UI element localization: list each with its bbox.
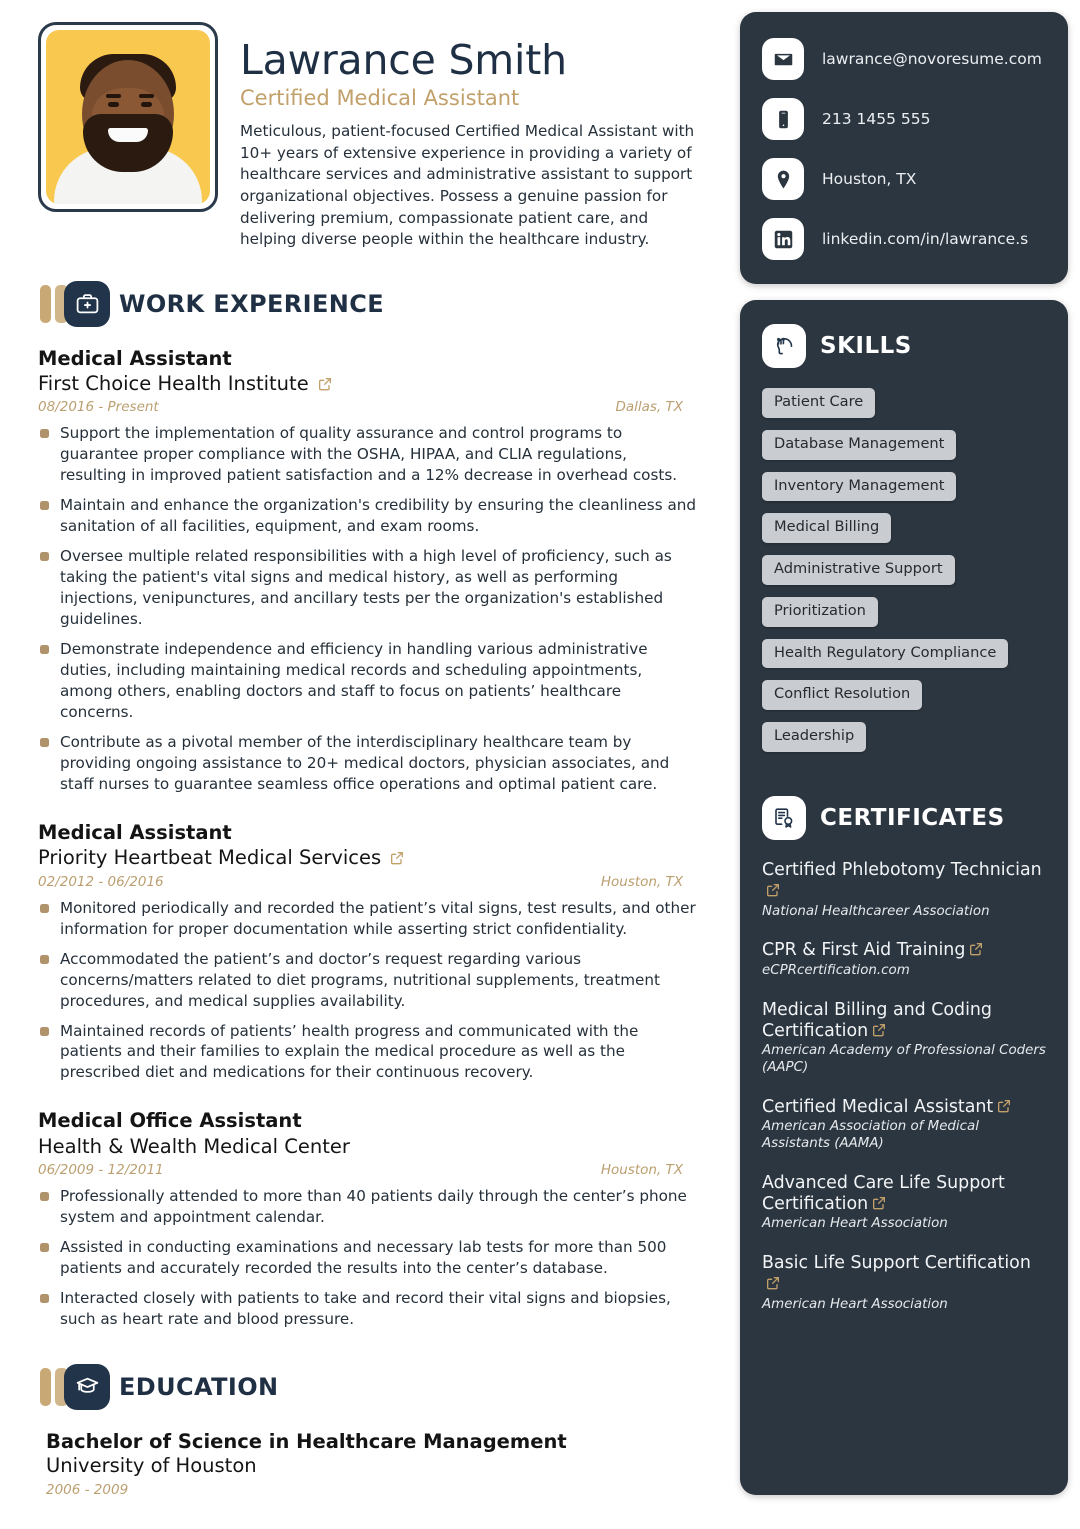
- job-organization-row: [38, 371, 697, 396]
- job-role: Medical Assistant: [38, 820, 232, 844]
- job-organization: First Choice Health Institute: [38, 372, 309, 396]
- linkedin-icon: [762, 218, 804, 260]
- certificate-issuer: National Healthcareer Association: [762, 903, 990, 919]
- professional-title: Certified Medical Assistant: [240, 86, 520, 111]
- job-role: Medical Office Assistant: [38, 1109, 302, 1133]
- certificate-name: Advanced Care Life Support Certification: [762, 1172, 1005, 1215]
- contact-row-linkedin[interactable]: [762, 218, 1046, 260]
- location-pin-icon: [762, 158, 804, 200]
- list-item: Monitored periodically and recorded the patient’s vital signs, test results, and other information for proper documentation while asserting strict confidentiality.: [38, 898, 697, 940]
- certificate-name: CPR & First Aid Training: [762, 940, 966, 961]
- skill-tag: Patient Care: [762, 388, 875, 418]
- job-dates: 08/2016 - Present: [38, 399, 159, 416]
- certificate-name-row: [762, 860, 1046, 902]
- contact-card: [740, 12, 1068, 284]
- contact-location: Houston, TX: [822, 170, 917, 188]
- external-link-icon[interactable]: [996, 1098, 1012, 1114]
- list-item: Professionally attended to more than 40 patients daily through the center’s phone system and appointment calendar.: [38, 1186, 697, 1228]
- list-item: Assisted in conducting examinations and necessary lab tests for more than 500 patients and accurately recorded the results into the center’s database.: [38, 1237, 697, 1279]
- job-dates: 02/2012 - 06/2016: [38, 873, 164, 890]
- external-link-icon[interactable]: [871, 1022, 887, 1038]
- skill-tag: Database Management: [762, 430, 956, 460]
- contact-linkedin: linkedin.com/in/lawrance.s: [822, 230, 1029, 248]
- education-school: University of Houston: [46, 1453, 257, 1477]
- work-entry: [38, 1109, 697, 1330]
- certificate-name-row: [762, 1000, 1046, 1042]
- skill-tag: Medical Billing: [762, 513, 891, 543]
- certificate-name: Basic Life Support Certification: [762, 1253, 1031, 1274]
- external-link-icon[interactable]: [389, 850, 405, 866]
- job-location: Houston, TX: [600, 873, 683, 890]
- contact-row-email[interactable]: [762, 38, 1046, 80]
- page-title: Lawrance Smith: [240, 36, 567, 84]
- certificate-name-row: [762, 1173, 1046, 1215]
- list-item: Oversee multiple related responsibilities with a high level of proficiency, such as taking the patient's vital signs and medical history, as well as performing injections, venipunctures, and ancillary tests per the organization's established guidelines.: [38, 546, 697, 630]
- certificate-issuer: American Association of Medical Assistants (AAMA): [762, 1119, 979, 1151]
- job-meta: [38, 399, 697, 415]
- section-title-work: WORK EXPERIENCE: [119, 289, 385, 318]
- section-title-education: EDUCATION: [119, 1372, 279, 1401]
- job-dates: 06/2009 - 12/2011: [38, 1162, 164, 1179]
- external-link-icon[interactable]: [765, 1275, 781, 1291]
- job-meta: [38, 874, 697, 890]
- envelope-icon: [762, 38, 804, 80]
- sidebar-column: [715, 0, 1080, 1529]
- section-title-skills: SKILLS: [820, 333, 912, 359]
- job-organization-row: [38, 845, 697, 870]
- phone-icon: [762, 98, 804, 140]
- education-icon-group: [40, 1364, 106, 1410]
- accent-bar-1: [40, 285, 51, 323]
- external-link-icon[interactable]: [765, 882, 781, 898]
- job-organization: Priority Heartbeat Medical Services: [38, 846, 382, 870]
- certificate-name-row: [762, 1097, 1046, 1118]
- section-title-certificates: CERTIFICATES: [820, 805, 1005, 832]
- job-organization-row: [38, 1134, 697, 1159]
- skill-tag: Leadership: [762, 722, 866, 752]
- work-entry: [38, 347, 697, 795]
- list-item: Support the implementation of quality assurance and control programs to guarantee proper compliance with the OSHA, HIPAA, and CLIA regulations, resulting in improved patient satisfaction and a 12% decrease in overhead costs.: [38, 423, 697, 486]
- certificate-item: [762, 1097, 1046, 1153]
- certificate-name-row: [762, 1253, 1046, 1295]
- list-item: Maintain and enhance the organization's credibility by ensuring the cleanliness and sanitation of all facilities, equipment, and exam rooms.: [38, 495, 697, 537]
- skill-tag: Administrative Support: [762, 555, 955, 585]
- work-entry: [38, 821, 697, 1083]
- certificate-name-row: [762, 940, 1046, 961]
- certificates-section-header: [762, 796, 1046, 840]
- skill-tag: Health Regulatory Compliance: [762, 639, 1008, 669]
- work-experience-section-header: [38, 281, 697, 327]
- certificate-item: [762, 1000, 1046, 1077]
- resume-header: [38, 22, 697, 251]
- certificate-item: [762, 1253, 1046, 1313]
- head-skills-icon: [762, 324, 806, 368]
- list-item: Contribute as a pivotal member of the interdisciplinary healthcare team by providing ongoing assistance to 20+ medical doctors, physician associates, and staff nurses to guarantee seamless office operations and optimal patient care.: [38, 732, 697, 795]
- work-experience-icon-group: [40, 281, 106, 327]
- skill-tag: Inventory Management: [762, 472, 956, 502]
- job-role: Medical Assistant: [38, 346, 232, 370]
- job-bullets: [38, 1186, 697, 1330]
- education-section-header: [38, 1364, 697, 1410]
- job-bullets: [38, 423, 697, 795]
- list-item: Accommodated the patient’s and doctor’s request regarding various concerns/matters related to diet programs, nutritional supplements, treatment procedures, and medical supplies availability.: [38, 949, 697, 1012]
- contact-phone: 213 1455 555: [822, 110, 931, 128]
- certificate-issuer: American Academy of Professional Coders (AAPC): [762, 1042, 1046, 1075]
- accent-bar-1: [40, 1368, 51, 1406]
- certificate-item: [762, 860, 1046, 920]
- briefcase-medical-icon: [64, 281, 110, 327]
- job-location: Dallas, TX: [615, 399, 683, 416]
- list-item: Interacted closely with patients to take and record their vital signs and biopsies, such as heart rate and blood pressure.: [38, 1288, 697, 1330]
- job-meta: [38, 1162, 697, 1178]
- certificate-item: [762, 1173, 1046, 1233]
- job-location: Houston, TX: [600, 1162, 683, 1179]
- skills-section-header: [762, 324, 1046, 368]
- profile-photo: [46, 30, 210, 204]
- certificate-item: [762, 940, 1046, 979]
- certificate-issuer: American Heart Association: [762, 1216, 948, 1232]
- certificate-issuer: American Heart Association: [762, 1296, 948, 1312]
- skills-list: [762, 388, 1046, 752]
- list-item: Demonstrate independence and efficiency in handling various administrative duties, including maintaining medical records and scheduling appointments, among others, enabling doctors and staff to focus on patients’ healthcare concerns.: [38, 639, 697, 723]
- external-link-icon[interactable]: [871, 1195, 887, 1211]
- certificates-list: [762, 860, 1046, 1313]
- certificate-icon: [762, 796, 806, 840]
- certificate-issuer: eCPRcertification.com: [762, 962, 910, 978]
- contact-email: lawrance@novoresume.com: [822, 50, 1042, 68]
- certificate-name: Certified Medical Assistant: [762, 1096, 994, 1117]
- education-degree: Bachelor of Science in Healthcare Management: [46, 1429, 567, 1453]
- certificate-name: Certified Phlebotomy Technician: [762, 860, 1042, 881]
- contact-row-phone[interactable]: [762, 98, 1046, 140]
- education-years: 2006 - 2009: [46, 1482, 129, 1499]
- profile-summary: Meticulous, patient-focused Certified Medical Assistant with 10+ years of extensive experience in providing a variety of healthcare services and administrative assistant to support organizational objectives. Possess a genuine passion for delivering premium, compassionate patient care, and helping diverse people within the healthcare industry.: [240, 122, 695, 249]
- skill-tag: Prioritization: [762, 597, 878, 627]
- external-link-icon[interactable]: [968, 941, 984, 957]
- external-link-icon[interactable]: [317, 376, 333, 392]
- job-organization: Health & Wealth Medical Center: [38, 1134, 350, 1158]
- profile-photo-frame: [38, 22, 218, 212]
- graduation-cap-icon: [64, 1364, 110, 1410]
- work-experience-entries: [38, 347, 697, 1330]
- job-bullets: [38, 898, 697, 1084]
- sidebar-main-card: [740, 300, 1068, 1495]
- list-item: Maintained records of patients’ health progress and communicated with the patients and their families to explain the medical procedure as well as the prescribed diet and medications for their continuous recovery.: [38, 1021, 697, 1084]
- contact-row-location[interactable]: [762, 158, 1046, 200]
- certificate-name: Medical Billing and Coding Certification: [762, 999, 992, 1041]
- education-entry: [38, 1430, 697, 1498]
- skill-tag: Conflict Resolution: [762, 680, 922, 710]
